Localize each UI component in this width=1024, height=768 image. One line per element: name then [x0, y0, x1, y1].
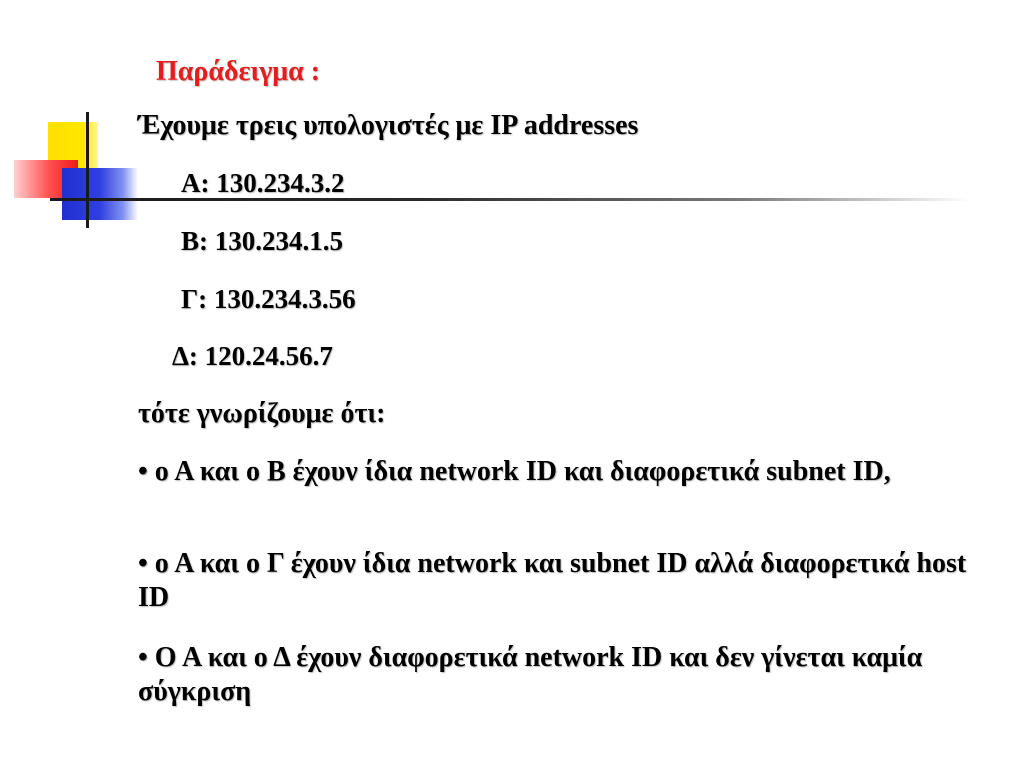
ip-address-a: A: 130.234.3.2: [181, 168, 345, 198]
decor-vertical-rule: [86, 112, 89, 228]
slide-title: Παράδειγμα :: [156, 56, 321, 87]
ip-address-c: Γ: 130.234.3.56: [181, 284, 356, 314]
bullet-item: • Ο Α και ο Δ έχουν διαφορετικά network ID και δεν γίνεται καμία σύγκριση: [138, 642, 923, 707]
bullet-item: • ο Α και ο Β έχουν ίδια network ID και διαφορετικά subnet ID,: [138, 456, 891, 487]
bullet-item: • ο Α και ο Γ έχουν ίδια network και subnet ID αλλά διαφορετικά host ID: [138, 548, 967, 613]
conclusion-intro: τότε γνωρίζουμε ότι:: [138, 398, 386, 429]
intro-text: Έχουμε τρεις υπολογιστές με IP addresses: [138, 110, 639, 141]
decor-blue-square: [62, 168, 138, 220]
ip-address-b: B: 130.234.1.5: [181, 226, 343, 256]
ip-address-d: Δ: 120.24.56.7: [172, 341, 333, 371]
